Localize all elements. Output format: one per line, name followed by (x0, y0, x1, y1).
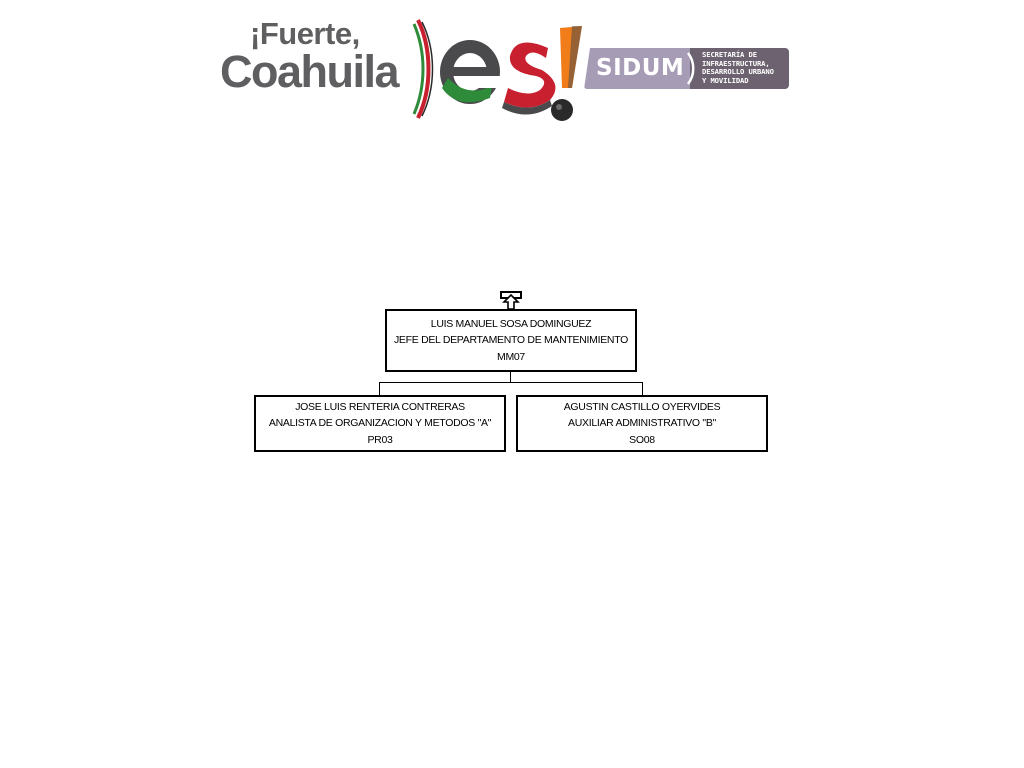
child-2-title: AUXILIAR ADMINISTRATIVO "B" (568, 417, 716, 430)
root-name: LUIS MANUEL SOSA DOMINGUEZ (430, 317, 592, 330)
org-node-child-2 (516, 395, 768, 452)
child-1-title: ANALISTA DE ORGANIZACION Y METODOS "A" (268, 417, 492, 430)
connector-child-left (379, 382, 380, 395)
child-1-code: PR03 (367, 433, 393, 446)
root-title: JEFE DEL DEPARTAMENTO DE MANTENIMIENTO (393, 334, 629, 347)
root-code: MM07 (497, 350, 525, 363)
sidum-agency-name: SECRETARÍA DE INFRAESTRUCTURA, DESARROLLO URBANO Y MOVILIDAD (702, 50, 774, 86)
sidum-label: SIDUM (596, 55, 685, 81)
slogan-line1: ¡Fuerte, (250, 16, 360, 51)
child-1-name: JOSE LUIS RENTERIA CONTRERAS (295, 400, 465, 413)
org-node-root (385, 309, 637, 372)
connector-child-right (642, 382, 643, 395)
connector-horizontal (379, 382, 643, 383)
child-2-code: SO08 (629, 433, 655, 446)
child-2-name: AGUSTIN CASTILLO OYERVIDES (563, 400, 721, 413)
org-node-child-1 (254, 395, 506, 452)
slogan-line2: Coahuila (220, 46, 399, 97)
up-arrow-icon[interactable] (500, 291, 522, 311)
